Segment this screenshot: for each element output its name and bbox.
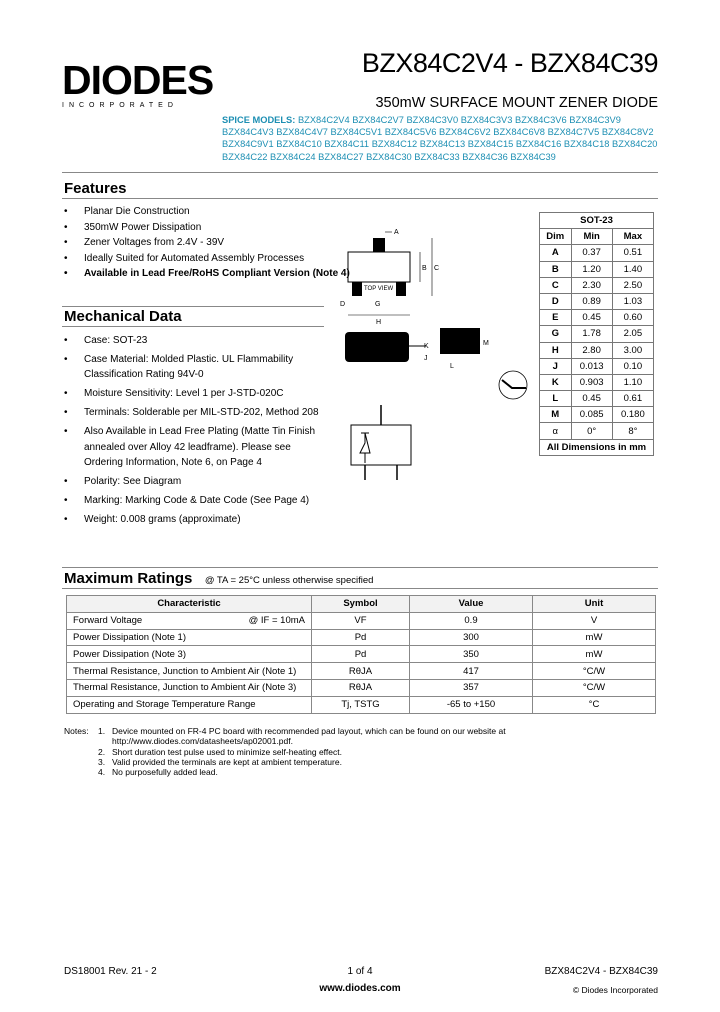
zener-diode-icon xyxy=(360,433,370,463)
mechanical-item: • Also Available in Lead Free Plating (Matte Tin Finish annealed over Alloy 42 leadframe). Please see Ordering Information, Note 6, on Page 4 xyxy=(64,424,326,471)
dim-table-title: SOT-23 xyxy=(540,213,654,229)
table-row: K 0.903 1.10 xyxy=(540,374,654,390)
lead-right xyxy=(396,282,406,296)
package-side-view xyxy=(345,332,409,362)
ratings-heading: Maximum Ratings xyxy=(64,570,193,587)
lead-detail-circle xyxy=(499,371,527,399)
features-list xyxy=(64,204,364,282)
note-item: Notes: 1. Device mounted on FR-4 PC board with recommended pad layout, which can be found on our website at xyxy=(64,726,506,736)
table-row: C 2.30 2.50 xyxy=(540,277,654,293)
dim-label-g: G xyxy=(375,301,381,308)
divider xyxy=(62,306,324,307)
dim-label-m: M xyxy=(483,340,489,347)
mechanical-item: • Case: SOT-23 xyxy=(64,333,326,349)
lead-left xyxy=(352,282,362,296)
sot23-package-drawing xyxy=(330,220,540,400)
table-row: L 0.45 0.61 xyxy=(540,391,654,407)
dimension-table xyxy=(539,212,654,456)
table-row: H 2.80 3.00 xyxy=(540,342,654,358)
spice-line[interactable]: BZX84C4V3 BZX84C4V7 BZX84C5V1 BZX84C5V6 BZX84C6V2 BZX84C6V8 BZX84C7V5 BZX84C8V2 xyxy=(222,127,654,138)
notes-label: Notes: xyxy=(64,726,89,736)
spice-label: SPICE MODELS: xyxy=(222,115,296,125)
footer-page: 1 of 4 xyxy=(347,966,373,977)
table-row: M 0.085 0.180 xyxy=(540,407,654,423)
note-item: 2. Short duration test pulse used to minimize self-heating effect. xyxy=(98,746,342,757)
dim-label-b: B xyxy=(422,265,427,272)
spice-models xyxy=(222,114,682,163)
diodes-logo xyxy=(62,57,230,116)
footer-part: BZX84C2V4 - BZX84C39 xyxy=(544,966,658,977)
feature-item: • Planar Die Construction xyxy=(64,204,364,220)
feature-item: • Available in Lead Free/RoHS Compliant Version (Note 4) xyxy=(64,266,364,282)
logo-wordmark: DIODES xyxy=(62,57,214,103)
ratings-header-cell: Characteristic xyxy=(67,596,312,613)
spice-line[interactable]: SPICE MODELS: BZX84C2V4 BZX84C2V7 BZX84C3V0 BZX84C3V3 BZX84C3V6 BZX84C3V9 xyxy=(222,115,621,125)
features-heading: Features xyxy=(64,180,127,197)
feature-item: • 350mW Power Dissipation xyxy=(64,220,364,236)
feature-item: • Zener Voltages from 2.4V - 39V xyxy=(64,235,364,251)
dim-table-footer: All Dimensions in mm xyxy=(540,439,654,455)
dim-label-d: D xyxy=(340,301,346,308)
table-row: J 0.013 0.10 xyxy=(540,358,654,374)
mechanical-item: • Weight: 0.008 grams (approximate) xyxy=(64,512,326,528)
ratings-condition: @ TA = 25°C unless otherwise specified xyxy=(204,575,374,586)
table-row: E 0.45 0.60 xyxy=(540,310,654,326)
ratings-header-cell: Unit xyxy=(533,596,656,613)
mechanical-heading: Mechanical Data xyxy=(64,308,182,325)
table-row: Power Dissipation (Note 3) Pd 350 mW xyxy=(67,646,656,663)
divider xyxy=(62,172,658,173)
mechanical-item: • Polarity: See Diagram xyxy=(64,474,326,490)
table-row: α 0° 8° xyxy=(540,423,654,439)
table-row: D 0.89 1.03 xyxy=(540,293,654,309)
notes xyxy=(64,726,654,777)
divider xyxy=(62,567,658,568)
table-row: G 1.78 2.05 xyxy=(540,326,654,342)
table-row: B 1.20 1.40 xyxy=(540,261,654,277)
table-row: Thermal Resistance, Junction to Ambient Air (Note 3) RθJA 357 °C/W xyxy=(67,679,656,696)
dim-header: Dim xyxy=(540,229,572,245)
dim-label-a: A xyxy=(394,229,399,236)
mechanical-item: • Terminals: Solderable per MIL-STD-202, Method 208 xyxy=(64,405,326,421)
feature-item: • Ideally Suited for Automated Assembly Processes xyxy=(64,251,364,267)
spice-line[interactable]: BZX84C9V1 BZX84C10 BZX84C11 BZX84C12 BZX84C13 BZX84C15 BZX84C16 BZX84C18 BZX84C20 xyxy=(222,139,658,150)
mechanical-item: • Case Material: Molded Plastic. UL Flammability Classification Rating 94V-0 xyxy=(64,352,326,383)
table-row: Forward Voltage @ IF = 10mA VF 0.9 V xyxy=(67,612,656,629)
note-item: 3. Valid provided the terminals are kept at ambient temperature. xyxy=(98,756,342,767)
dim-label-k: K xyxy=(424,343,429,350)
footer-doc-number: DS18001 Rev. 21 - 2 xyxy=(64,966,157,977)
logo-tagline: INCORPORATED xyxy=(62,102,178,109)
package-end-view xyxy=(440,328,480,354)
table-row: A 0.37 0.51 xyxy=(540,245,654,261)
table-row: Power Dissipation (Note 1) Pd 300 mW xyxy=(67,629,656,646)
ratings-header xyxy=(64,570,373,588)
dim-header: Max xyxy=(612,229,653,245)
divider xyxy=(62,198,658,199)
dim-label-c: C xyxy=(434,265,440,272)
dim-label-j: J xyxy=(424,355,428,362)
mechanical-item: • Marking: Marking Code & Date Code (See Page 4) xyxy=(64,493,326,509)
part-title: BZX84C2V4 - BZX84C39 xyxy=(361,48,658,78)
dim-header: Min xyxy=(571,229,612,245)
spice-line[interactable]: BZX84C22 BZX84C24 BZX84C27 BZX84C30 BZX84C33 BZX84C36 BZX84C39 xyxy=(222,151,556,162)
top-view-label: TOP VIEW xyxy=(364,286,394,292)
table-row: Thermal Resistance, Junction to Ambient Air (Note 1) RθJA 417 °C/W xyxy=(67,663,656,680)
polarity-diagram xyxy=(345,405,425,480)
footer-url[interactable]: www.diodes.com xyxy=(319,983,401,994)
package-top-view xyxy=(348,252,410,282)
ratings-header-cell: Value xyxy=(410,596,533,613)
note-link[interactable]: http://www.diodes.com/datasheets/ap02001.pdf. xyxy=(112,736,293,747)
note-item[interactable] xyxy=(64,736,654,746)
divider xyxy=(62,588,658,589)
mechanical-item: • Moisture Sensitivity: Level 1 per J-STD-020C xyxy=(64,386,326,402)
divider xyxy=(62,326,324,327)
dim-label-l: L xyxy=(450,363,454,370)
note-item: 4. No purposefully added lead. xyxy=(98,767,218,778)
table-row: Operating and Storage Temperature Range Tj, TSTG -65 to +150 °C xyxy=(67,696,656,713)
lead-top xyxy=(373,238,385,252)
ratings-header-cell: Symbol xyxy=(312,596,410,613)
footer-copyright: © Diodes Incorporated xyxy=(572,985,658,995)
dim-label-h: H xyxy=(376,319,382,326)
mechanical-list xyxy=(64,333,326,531)
ratings-table xyxy=(66,595,656,714)
part-subtitle: 350mW SURFACE MOUNT ZENER DIODE xyxy=(375,95,658,111)
